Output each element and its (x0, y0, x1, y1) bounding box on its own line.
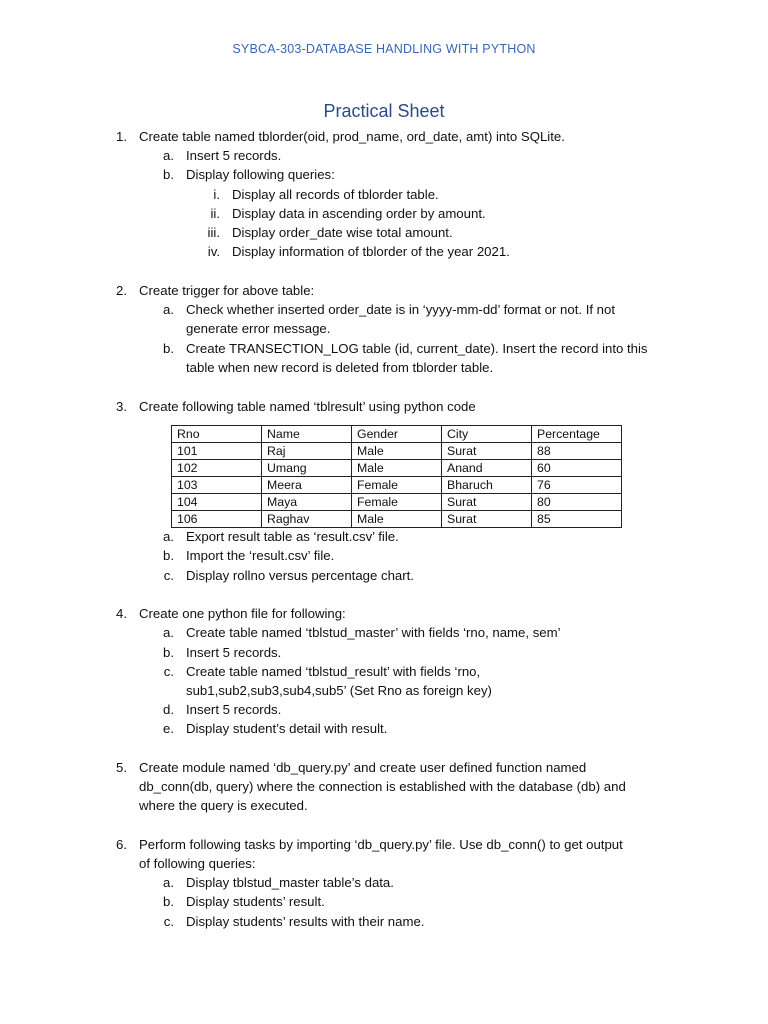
table-header-cell: City (442, 426, 532, 443)
table-header-cell: Rno (172, 426, 262, 443)
list-item: Display tblstud_master table’s data. (186, 875, 394, 890)
table-cell: 85 (532, 511, 622, 528)
list-marker: b. (163, 894, 174, 909)
table-cell: Male (352, 511, 442, 528)
table-cell: Male (352, 460, 442, 477)
list-item: Create table named ‘tblstud_master’ with fields ‘rno, name, sem’ (186, 625, 561, 640)
question-number: 1. (116, 129, 127, 144)
list-item: Display students’ result. (186, 894, 325, 909)
question-number: 3. (116, 399, 127, 414)
table-cell: Anand (442, 460, 532, 477)
list-item: Check whether inserted order_date is in ‘yyyy-mm-dd’ format or not. If not (186, 302, 616, 317)
list-item: Create TRANSECTION_LOG table (id, current_date). Insert the record into this (186, 341, 648, 356)
list-item-continuation: sub1,sub2,sub3,sub4,sub5’ (Set Rno as foreign key) (186, 683, 492, 698)
question-text-continuation: db_conn(db, query) where the connection is established with the database (db) and (139, 779, 626, 794)
table-cell: Surat (442, 443, 532, 460)
list-marker: b. (163, 548, 174, 563)
list-item: Insert 5 records. (186, 645, 282, 660)
list-item: Insert 5 records. (186, 702, 282, 717)
list-marker: a. (163, 529, 174, 544)
list-item: Export result table as ‘result.csv’ file. (186, 529, 399, 544)
table-header-cell: Gender (352, 426, 442, 443)
question-text-continuation: of following queries: (139, 856, 256, 871)
list-marker: a. (163, 625, 174, 640)
table-cell: 88 (532, 443, 622, 460)
question-number: 5. (116, 760, 127, 775)
question-number: 4. (116, 606, 127, 621)
list-marker: iii. (207, 225, 220, 240)
document-header: SYBCA-303-DATABASE HANDLING WITH PYTHON (232, 42, 536, 56)
list-marker: c. (163, 914, 174, 929)
list-marker: c. (163, 568, 174, 583)
question-text: Create one python file for following: (139, 606, 346, 621)
question-text: Create following table named ‘tblresult’ using python code (139, 399, 476, 414)
table-cell: 60 (532, 460, 622, 477)
table-cell: 76 (532, 477, 622, 494)
table-row (172, 511, 622, 528)
table-cell: Umang (262, 460, 352, 477)
table-row (172, 477, 622, 494)
question-text: Create trigger for above table: (139, 283, 315, 298)
list-item-continuation: table when new record is deleted from tblorder table. (186, 360, 494, 375)
list-marker: e. (163, 721, 174, 736)
table-cell: Raj (262, 443, 352, 460)
table-cell: Meera (262, 477, 352, 494)
table-row (172, 494, 622, 511)
table-cell: 106 (172, 511, 262, 528)
table-cell: 103 (172, 477, 262, 494)
list-marker: c. (163, 664, 174, 679)
table-cell: Bharuch (442, 477, 532, 494)
page-title: Practical Sheet (323, 101, 445, 121)
list-item: Import the ‘result.csv’ file. (186, 548, 335, 563)
list-marker: a. (163, 875, 174, 890)
table-row (172, 443, 622, 460)
list-item: Display student’s detail with result. (186, 721, 388, 736)
list-marker: b. (163, 167, 174, 182)
table-cell: Female (352, 494, 442, 511)
table-cell: Maya (262, 494, 352, 511)
question-number: 6. (116, 837, 127, 852)
table-header-cell: Name (262, 426, 352, 443)
table-cell: 104 (172, 494, 262, 511)
list-marker: b. (163, 645, 174, 660)
list-marker: b. (163, 341, 174, 356)
list-item: Display all records of tblorder table. (232, 187, 439, 202)
list-marker: a. (163, 148, 174, 163)
table-cell: 102 (172, 460, 262, 477)
list-marker: d. (163, 702, 174, 717)
list-marker: iv. (207, 244, 220, 259)
table-cell: Raghav (262, 511, 352, 528)
list-item: Display rollno versus percentage chart. (186, 568, 414, 583)
table-row (172, 460, 622, 477)
list-item: Display following queries: (186, 167, 335, 182)
list-marker: a. (163, 302, 174, 317)
question-text: Perform following tasks by importing ‘db_query.py’ file. Use db_conn() to get output (139, 837, 623, 852)
question-text-continuation: where the query is executed. (139, 798, 308, 813)
list-marker: ii. (210, 206, 220, 221)
table-header-cell: Percentage (532, 426, 622, 443)
table-cell: Surat (442, 511, 532, 528)
table-cell: Male (352, 443, 442, 460)
table-cell: 80 (532, 494, 622, 511)
list-item: Create table named ‘tblstud_result’ with fields ‘rno, (186, 664, 481, 679)
table-cell: Surat (442, 494, 532, 511)
table-cell: Female (352, 477, 442, 494)
list-item-continuation: generate error message. (186, 321, 331, 336)
list-item: Display data in ascending order by amount. (232, 206, 486, 221)
question-text: Create table named tblorder(oid, prod_name, ord_date, amt) into SQLite. (139, 129, 565, 144)
table-cell: 101 (172, 443, 262, 460)
table-header-row (172, 426, 622, 443)
tblresult-table (171, 425, 622, 528)
question-number: 2. (116, 283, 127, 298)
list-item: Display order_date wise total amount. (232, 225, 453, 240)
question-text: Create module named ‘db_query.py’ and create user defined function named (139, 760, 587, 775)
list-item: Display students’ results with their name. (186, 914, 425, 929)
list-item: Display information of tblorder of the year 2021. (232, 244, 510, 259)
list-item: Insert 5 records. (186, 148, 282, 163)
list-marker: i. (213, 187, 220, 202)
